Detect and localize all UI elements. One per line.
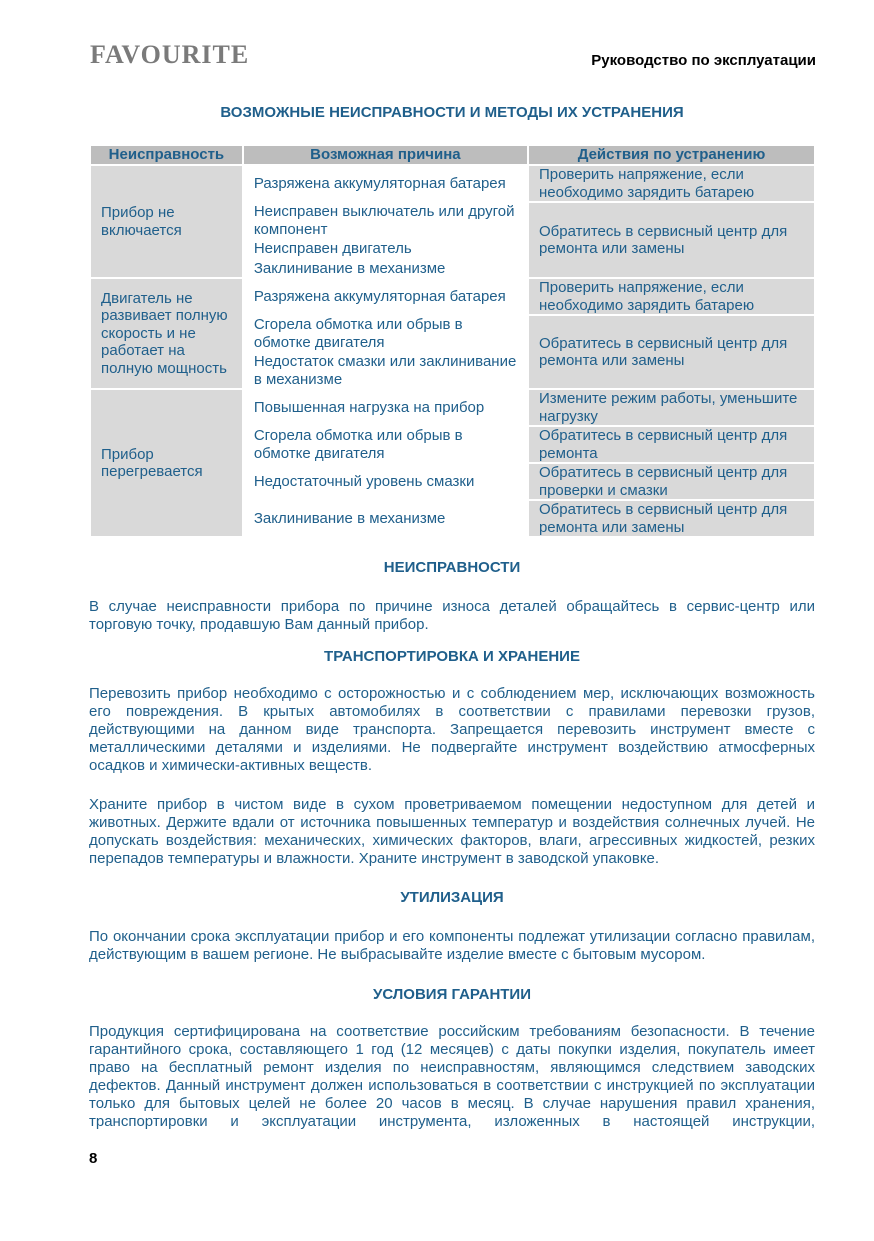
- problem-cell: Двигатель не развивает полную скорость и не работает на полную мощность: [90, 278, 243, 389]
- action-cell: Обратитесь в сервисный центр для проверки и смазки: [528, 463, 815, 500]
- cause-cell: Недостаточный уровень смазки: [243, 463, 528, 500]
- cause-cell: Разряжена аккумуляторная батарея: [243, 278, 528, 315]
- malfunctions-text: В случае неисправности прибора по причине износа деталей обращайтесь в сервис-центр или торговую точку, продавшую Вам данный прибор.: [89, 598, 815, 633]
- table-row: [90, 278, 815, 315]
- action-cell: Проверить напряжение, если необходимо зарядить батарею: [528, 278, 815, 315]
- cause-cell: Сгорела обмотка или обрыв в обмотке двигателя: [243, 426, 528, 463]
- cause-cell: Заклинивание в механизме: [243, 500, 528, 537]
- cause-cell: Повышенная нагрузка на прибор: [243, 389, 528, 426]
- transport-text-2: Храните прибор в чистом виде в сухом проветриваемом помещении недоступном для детей и животных. Держите вдали от источника повышенных температур и воздействия солнечных лучей. Не допускать воздействия: механических, химических факторов, влаги, агрессивных жидкостей, резких перепадов температуры и влажности. Храните инструмент в заводской упаковке.: [89, 796, 815, 867]
- column-header-action: Действия по устранению: [528, 145, 815, 165]
- faults-section-title: ВОЗМОЖНЫЕ НЕИСПРАВНОСТИ И МЕТОДЫ ИХ УСТРАНЕНИЯ: [220, 104, 684, 121]
- transport-text-1: Перевозить прибор необходимо с осторожностью и с соблюдением мер, исключающих возможность его повреждения. В крытых автомобилях в соответствии с правилами перевозки грузов, действующими на данном виде транспорта. Запрещается перевозить инструмент вместе с металлическими деталями и изделиями. Не подвергайте инструмент воздействию атмосферных осадков и химически-активных веществ.: [89, 685, 815, 774]
- cause-cell: Заклинивание в механизме: [243, 259, 528, 279]
- problem-cell: Прибор не включается: [90, 165, 243, 278]
- page-number: 8: [89, 1150, 98, 1167]
- action-cell: Обратитесь в сервисный центр для ремонта или замены: [528, 315, 815, 389]
- faults-table: [89, 144, 816, 538]
- action-cell: Измените режим работы, уменьшите нагрузку: [528, 389, 815, 426]
- warranty-text: Продукция сертифицирована на соответствие российским требованиям безопасности. В течение гарантийного срока, составляющего 1 год (12 месяцев) с даты покупки изделия, покупатель имеет право на бесплатный ремонт изделия по неисправностям, являющимся следствием заводских дефектов. Данный инструмент должен использоваться в соответствии с инструкцией по эксплуатации только для бытовых целей не более 20 часов в месяц. В случае нарушения правил хранения, транспортировки и эксплуатации инструмента, изложенных в настоящей инструкции,: [89, 1023, 815, 1130]
- column-header-problem: Неисправность: [90, 145, 243, 165]
- disposal-title: УТИЛИЗАЦИЯ: [400, 889, 504, 906]
- action-cell: Обратитесь в сервисный центр для ремонта: [528, 426, 815, 463]
- table-header-row: [90, 145, 815, 165]
- problem-cell: Прибор перегревается: [90, 389, 243, 537]
- cause-cell: Сгорела обмотка или обрыв в обмотке двигателя: [243, 315, 528, 352]
- cause-cell: Недостаток смазки или заклинивание в механизме: [243, 352, 528, 389]
- column-header-cause: Возможная причина: [243, 145, 528, 165]
- cause-cell: Неисправен двигатель: [243, 239, 528, 259]
- table-row: [90, 165, 815, 202]
- action-cell: Обратитесь в сервисный центр для ремонта или замены: [528, 202, 815, 278]
- table-row: [90, 389, 815, 426]
- action-cell: Проверить напряжение, если необходимо зарядить батарею: [528, 165, 815, 202]
- cause-cell: Неисправен выключатель или другой компонент: [243, 202, 528, 239]
- brand-logo: FAVOURITE: [90, 40, 250, 69]
- disposal-text: По окончании срока эксплуатации прибор и его компоненты подлежат утилизации согласно правилам, действующим в вашем регионе. Не выбрасывайте изделие вместе с бытовым мусором.: [89, 928, 815, 963]
- warranty-title: УСЛОВИЯ ГАРАНТИИ: [372, 986, 531, 1003]
- action-cell: Обратитесь в сервисный центр для ремонта или замены: [528, 500, 815, 537]
- transport-title: ТРАНСПОРТИРОВКА И ХРАНЕНИЕ: [324, 648, 580, 665]
- document-title: Руководство по эксплуатации: [591, 52, 816, 69]
- malfunctions-title: НЕИСПРАВНОСТИ: [383, 559, 521, 576]
- cause-cell: Разряжена аккумуляторная батарея: [243, 165, 528, 202]
